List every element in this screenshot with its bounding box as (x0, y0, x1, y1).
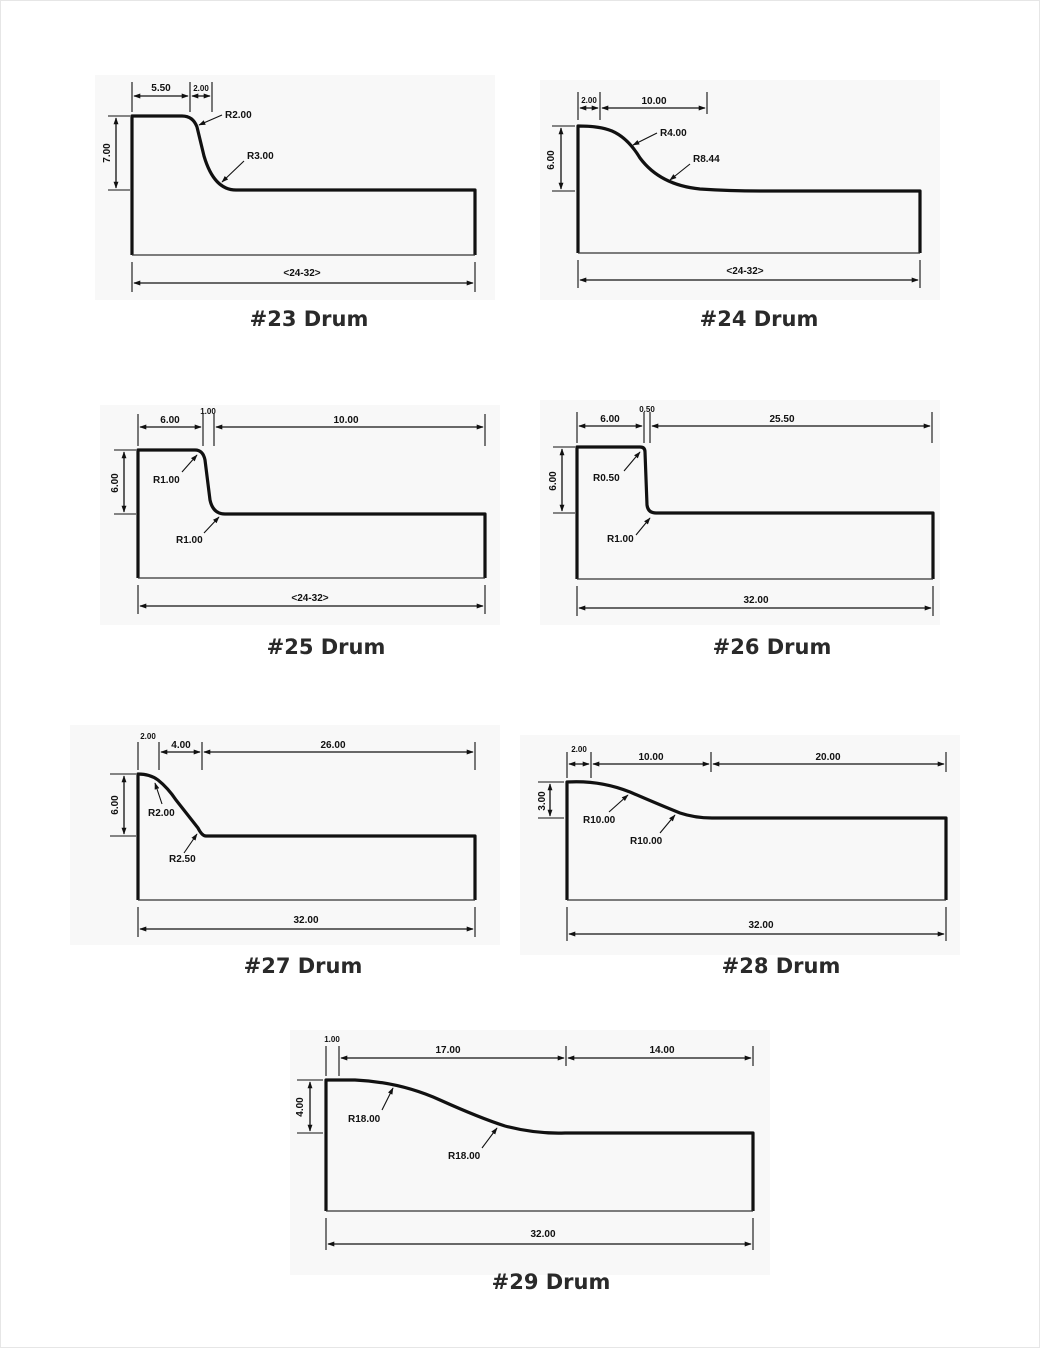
drum-25-width: <24-32> (291, 593, 329, 604)
drum-26-radius-1: R0.50 (593, 473, 620, 484)
drum-29-top-dim-3: 14.00 (649, 1045, 675, 1056)
drum-25-top-dim-3: 10.00 (333, 415, 359, 426)
drum-26-caption: #26 Drum (712, 635, 832, 659)
drum-29-top-dim-1: 1.00 (324, 1035, 340, 1044)
drum-23-radius-1: R2.00 (225, 110, 252, 121)
drum-26-width: 32.00 (743, 595, 769, 606)
drum-25-height: 6.00 (110, 473, 121, 493)
drum-27-width: 32.00 (293, 915, 319, 926)
drum-26-top-dim-3: 25.50 (769, 414, 795, 425)
drum-23-top-dim-1: 5.50 (151, 83, 171, 94)
drum-29-radius-2: R18.00 (448, 1151, 481, 1162)
drum-26-top-dim-1: 6.00 (600, 414, 620, 425)
drum-23-caption: #23 Drum (249, 307, 369, 331)
drum-28-top-dim-2: 10.00 (638, 752, 664, 763)
drum-29-caption: #29 Drum (491, 1270, 611, 1294)
drum-24-radius-2: R8.44 (693, 154, 720, 165)
panel-28 (520, 735, 960, 955)
drum-23-radius-2: R3.00 (247, 151, 274, 162)
drum-29-height: 4.00 (295, 1097, 306, 1117)
drum-28-top-dim-1: 2.00 (571, 745, 587, 754)
drum-26-height: 6.00 (548, 471, 559, 491)
drum-27-height: 6.00 (110, 795, 121, 815)
drum-28-radius-1: R10.00 (583, 815, 616, 826)
drum-28-top-dim-3: 20.00 (815, 752, 841, 763)
drum-27-radius-1: R2.00 (148, 808, 175, 819)
drum-25-caption: #25 Drum (266, 635, 386, 659)
drum-28-width: 32.00 (748, 920, 774, 931)
drum-27-radius-2: R2.50 (169, 854, 196, 865)
drum-24-caption: #24 Drum (699, 307, 819, 331)
drum-23-top-dim-2: 2.00 (193, 84, 209, 93)
drum-25-radius-2: R1.00 (176, 535, 203, 546)
drum-23-width: <24-32> (283, 268, 321, 279)
drum-24-width: <24-32> (726, 266, 764, 277)
drum-26-radius-2: R1.00 (607, 534, 634, 545)
drum-27-caption: #27 Drum (243, 954, 363, 978)
drum-24-height: 6.00 (546, 150, 557, 170)
drum-29-width: 32.00 (530, 1229, 556, 1240)
drum-25-radius-1: R1.00 (153, 475, 180, 486)
drum-29-radius-1: R18.00 (348, 1114, 381, 1125)
drum-25-top-dim-2: 1.00 (200, 407, 216, 416)
drum-27-top-dim-3: 26.00 (320, 740, 346, 751)
drum-24-top-dim-1: 2.00 (581, 96, 597, 105)
drum-27-top-dim-1: 2.00 (140, 732, 156, 741)
drum-24-top-dim-2: 10.00 (641, 96, 667, 107)
drum-28-radius-2: R10.00 (630, 836, 663, 847)
drum-28-height: 3.00 (537, 791, 548, 811)
panel-23 (95, 75, 495, 300)
drum-28-caption: #28 Drum (721, 954, 841, 978)
drum-26-top-dim-2: 0.50 (639, 405, 655, 414)
drum-23-height: 7.00 (102, 143, 113, 163)
drum-29-top-dim-2: 17.00 (435, 1045, 461, 1056)
drum-24-radius-1: R4.00 (660, 128, 687, 139)
drum-27-top-dim-2: 4.00 (171, 740, 191, 751)
drum-25-top-dim-1: 6.00 (160, 415, 180, 426)
